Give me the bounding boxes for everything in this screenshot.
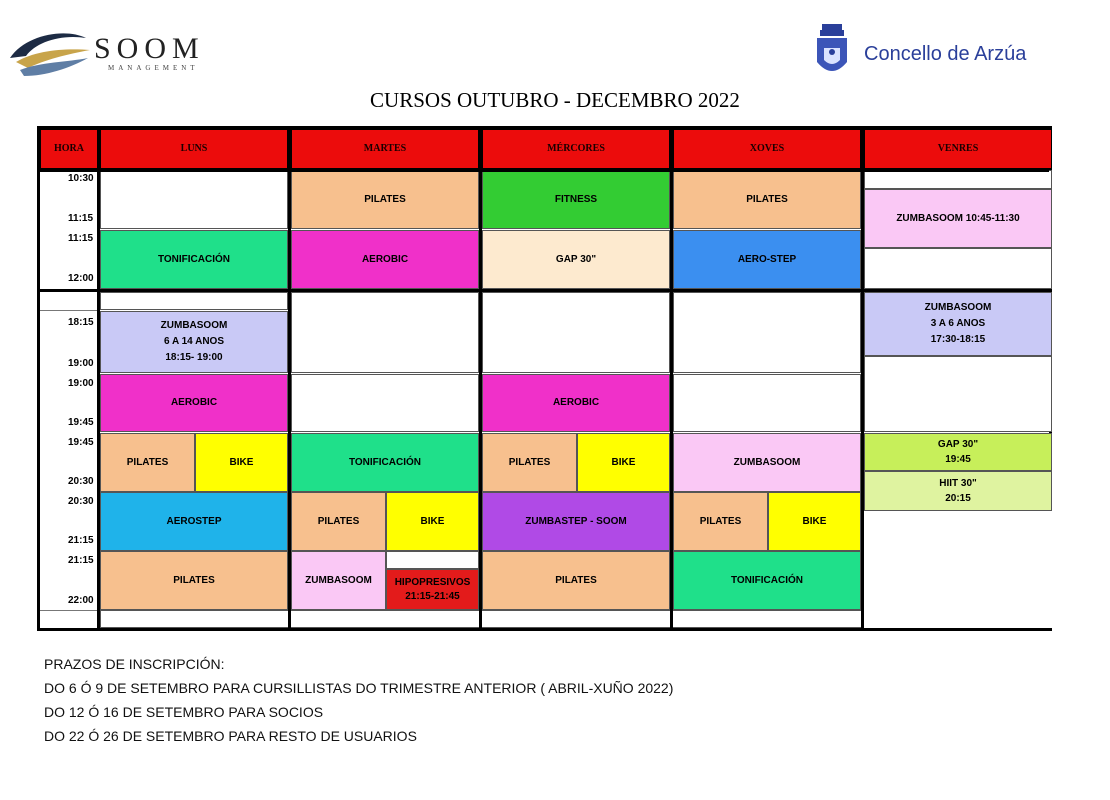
empty-slot	[864, 356, 1052, 432]
class-pilates: PILATES	[291, 492, 386, 551]
notes-heading: PRAZOS DE INSCRIPCIÓN:	[44, 656, 225, 672]
header-xoves: XOVES	[673, 129, 861, 169]
time-label: 22:00	[68, 595, 94, 606]
header-hora: HORA	[40, 129, 98, 169]
header-venres: VENRES	[864, 129, 1052, 169]
class-pilates: PILATES	[100, 551, 288, 610]
schedule-table	[37, 126, 1052, 631]
empty-slot	[386, 551, 479, 569]
class-zumbasoom: ZUMBASOOM	[673, 433, 861, 492]
class-pilates: PILATES	[482, 551, 670, 610]
time-label: 11:15	[68, 213, 94, 224]
class-hipopresivos	[386, 569, 479, 610]
empty-slot	[864, 248, 1052, 289]
class-age: 6 A 14 ANOS	[163, 336, 225, 347]
empty-slot	[673, 292, 861, 373]
soom-logo	[6, 28, 231, 80]
time-label: 21:15	[68, 555, 94, 566]
class-zumbastep: ZUMBASTEP - SOOM	[482, 492, 670, 551]
class-bike: BIKE	[768, 492, 861, 551]
council-name: Concello de Arzúa	[864, 43, 1027, 65]
time-label: 20:30	[68, 496, 94, 507]
concello-logo	[812, 22, 1082, 84]
class-pilates: PILATES	[673, 492, 768, 551]
class-name: HIPOPRESIVOS	[394, 576, 471, 588]
class-name: HIIT 30"	[939, 478, 977, 489]
class-tonificacion: TONIFICACIÓN	[673, 551, 861, 610]
time-label: 19:00	[68, 358, 94, 369]
class-aerobic: AEROBIC	[291, 230, 479, 289]
time-label: 12:00	[68, 273, 94, 284]
header-mercores: MÉRCORES	[482, 129, 670, 169]
empty-slot	[864, 170, 1052, 189]
class-time: 20:15	[945, 493, 971, 504]
empty-slot	[291, 292, 479, 373]
class-age: 3 A 6 ANOS	[930, 318, 986, 329]
empty-slot	[100, 292, 288, 310]
brand-subtitle: MANAGEMENT	[108, 64, 199, 72]
time-label: 10:30	[68, 173, 94, 184]
class-bike: BIKE	[195, 433, 288, 492]
class-name: GAP 30"	[937, 439, 979, 450]
class-bike: BIKE	[577, 433, 670, 492]
header-luns: LUNS	[100, 129, 288, 169]
class-bike: BIKE	[386, 492, 479, 551]
class-zumbasoom: ZUMBASOOM	[291, 551, 386, 610]
class-pilates: PILATES	[100, 433, 195, 492]
registration-notes	[44, 652, 673, 748]
class-time: 19:45	[945, 454, 971, 465]
class-time: 17:30-18:15	[930, 334, 986, 345]
time-label: 11:15	[68, 233, 94, 244]
class-aerostep: AEROSTEP	[100, 492, 288, 551]
class-time: 18:15- 19:00	[165, 352, 223, 363]
class-aerobic: AEROBIC	[482, 374, 670, 432]
page-title: CURSOS OUTUBRO - DECEMBRO 2022	[370, 88, 740, 112]
soom-swirl-icon	[6, 28, 96, 80]
class-hiit	[864, 471, 1052, 511]
class-name: ZUMBASOOM	[924, 302, 992, 313]
class-pilates: PILATES	[291, 170, 479, 229]
empty-slot	[100, 170, 288, 229]
brand-name: SOOM	[94, 32, 205, 65]
class-name: ZUMBASOOM	[160, 320, 228, 331]
empty-slot	[673, 374, 861, 432]
empty-slot	[100, 610, 864, 628]
notes-line: DO 12 Ó 16 DE SETEMBRO PARA SOCIOS	[44, 704, 324, 720]
class-aero-step: AERO-STEP	[673, 230, 861, 289]
empty-slot	[291, 374, 479, 432]
class-aerobic: AEROBIC	[100, 374, 288, 432]
class-gap	[864, 433, 1052, 471]
class-pilates: PILATES	[482, 433, 577, 492]
class-tonificacion: TONIFICACIÓN	[100, 230, 288, 289]
class-zumbasoom-kids	[864, 292, 1052, 356]
class-pilates: PILATES	[673, 170, 861, 229]
class-gap: GAP 30"	[482, 230, 670, 289]
time-label: 18:15	[68, 317, 94, 328]
empty-slot	[864, 511, 1052, 628]
header-martes: MARTES	[291, 129, 479, 169]
time-label: 20:30	[68, 476, 94, 487]
time-label: 19:00	[68, 378, 94, 389]
time-label: 19:45	[68, 437, 94, 448]
time-label: 19:45	[68, 417, 94, 428]
notes-line: DO 6 Ó 9 DE SETEMBRO PARA CURSILLISTAS DO TRIMESTRE ANTERIOR ( ABRIL-XUÑO 2022)	[44, 680, 674, 696]
time-label: 21:15	[68, 535, 94, 546]
class-fitness: FITNESS	[482, 170, 670, 229]
coat-of-arms-icon	[812, 22, 852, 80]
notes-line: DO 22 Ó 26 DE SETEMBRO PARA RESTO DE USUARIOS	[44, 728, 417, 744]
class-tonificacion: TONIFICACIÓN	[291, 433, 479, 492]
class-zumbasoom-kids	[100, 311, 288, 373]
class-zumbasoom: ZUMBASOOM 10:45-11:30	[864, 189, 1052, 248]
class-time: 21:15-21:45	[405, 590, 460, 602]
empty-slot	[482, 292, 670, 373]
